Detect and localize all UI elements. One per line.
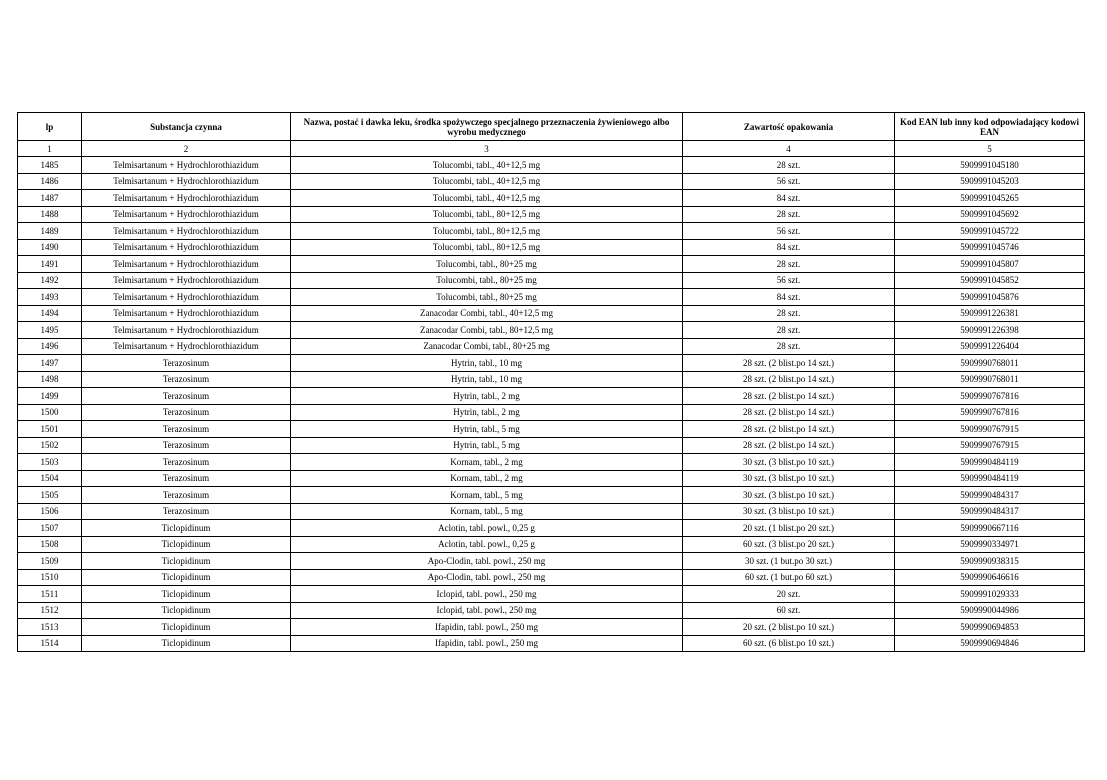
cell-package-content: 20 szt. (2 blist.po 10 szt.) — [683, 619, 895, 636]
cell-ean-code: 5909990767816 — [895, 388, 1085, 405]
table-row — [18, 470, 1085, 487]
cell-lp: 1502 — [18, 437, 82, 454]
cell-lp: 1508 — [18, 536, 82, 553]
cell-ean-code: 5909991029333 — [895, 586, 1085, 603]
cell-lp: 1513 — [18, 619, 82, 636]
cell-ean-code: 5909990767915 — [895, 437, 1085, 454]
cell-active-substance: Terazosinum — [82, 421, 291, 438]
cell-ean-code: 5909991226381 — [895, 305, 1085, 322]
cell-ean-code: 5909990768011 — [895, 371, 1085, 388]
cell-package-content: 28 szt. (2 blist.po 14 szt.) — [683, 421, 895, 438]
cell-ean-code: 5909991226404 — [895, 338, 1085, 355]
cell-active-substance: Telmisartanum + Hydrochlorothiazidum — [82, 173, 291, 190]
cell-product-name: Tolucombi, tabl., 80+12,5 mg — [291, 206, 683, 223]
header-ean-code: Kod EAN lub inny kod odpowiadający kodowi EAN — [895, 113, 1085, 141]
cell-product-name: Hytrin, tabl., 10 mg — [291, 371, 683, 388]
cell-product-name: Apo-Clodin, tabl. powl., 250 mg — [291, 569, 683, 586]
cell-product-name: Tolucombi, tabl., 40+12,5 mg — [291, 173, 683, 190]
cell-ean-code: 5909991045722 — [895, 223, 1085, 240]
cell-product-name: Hytrin, tabl., 5 mg — [291, 421, 683, 438]
cell-package-content: 30 szt. (1 but.po 30 szt.) — [683, 553, 895, 570]
cell-lp: 1487 — [18, 190, 82, 207]
cell-active-substance: Terazosinum — [82, 503, 291, 520]
cell-ean-code: 5909991226398 — [895, 322, 1085, 339]
cell-package-content: 28 szt. — [683, 338, 895, 355]
cell-lp: 1495 — [18, 322, 82, 339]
cell-active-substance: Telmisartanum + Hydrochlorothiazidum — [82, 256, 291, 273]
cell-ean-code: 5909990646616 — [895, 569, 1085, 586]
table-row — [18, 487, 1085, 504]
cell-product-name: Zanacodar Combi, tabl., 80+25 mg — [291, 338, 683, 355]
cell-lp: 1496 — [18, 338, 82, 355]
cell-package-content: 56 szt. — [683, 272, 895, 289]
cell-package-content: 28 szt. (2 blist.po 14 szt.) — [683, 371, 895, 388]
cell-package-content: 30 szt. (3 blist.po 10 szt.) — [683, 503, 895, 520]
cell-package-content: 60 szt. (6 blist.po 10 szt.) — [683, 635, 895, 652]
cell-product-name: Tolucombi, tabl., 40+12,5 mg — [291, 157, 683, 174]
column-number: 5 — [895, 141, 1085, 157]
cell-ean-code: 5909990767816 — [895, 404, 1085, 421]
cell-package-content: 28 szt. (2 blist.po 14 szt.) — [683, 388, 895, 405]
cell-product-name: Hytrin, tabl., 2 mg — [291, 404, 683, 421]
table-row — [18, 272, 1085, 289]
table-row — [18, 355, 1085, 372]
table-row — [18, 454, 1085, 471]
cell-active-substance: Telmisartanum + Hydrochlorothiazidum — [82, 289, 291, 306]
table-row — [18, 239, 1085, 256]
table-row — [18, 322, 1085, 339]
table-row — [18, 206, 1085, 223]
cell-product-name: Kornam, tabl., 2 mg — [291, 454, 683, 471]
cell-lp: 1498 — [18, 371, 82, 388]
cell-product-name: Iclopid, tabl. powl., 250 mg — [291, 602, 683, 619]
cell-package-content: 28 szt. (2 blist.po 14 szt.) — [683, 437, 895, 454]
cell-ean-code: 5909990334971 — [895, 536, 1085, 553]
cell-package-content: 20 szt. — [683, 586, 895, 603]
column-number: 2 — [82, 141, 291, 157]
cell-product-name: Iclopid, tabl. powl., 250 mg — [291, 586, 683, 603]
table-row — [18, 536, 1085, 553]
column-number: 4 — [683, 141, 895, 157]
cell-ean-code: 5909990484317 — [895, 487, 1085, 504]
cell-active-substance: Telmisartanum + Hydrochlorothiazidum — [82, 223, 291, 240]
header-row — [18, 113, 1085, 141]
cell-product-name: Hytrin, tabl., 5 mg — [291, 437, 683, 454]
header-active-substance: Substancja czynna — [82, 113, 291, 141]
cell-lp: 1492 — [18, 272, 82, 289]
cell-package-content: 28 szt. — [683, 206, 895, 223]
cell-ean-code: 5909990694853 — [895, 619, 1085, 636]
cell-active-substance: Telmisartanum + Hydrochlorothiazidum — [82, 322, 291, 339]
cell-lp: 1507 — [18, 520, 82, 537]
cell-product-name: Zanacodar Combi, tabl., 40+12,5 mg — [291, 305, 683, 322]
column-number-row — [18, 141, 1085, 157]
cell-package-content: 28 szt. — [683, 305, 895, 322]
cell-package-content: 30 szt. (3 blist.po 10 szt.) — [683, 454, 895, 471]
cell-product-name: Tolucombi, tabl., 80+12,5 mg — [291, 239, 683, 256]
cell-product-name: Tolucombi, tabl., 80+25 mg — [291, 289, 683, 306]
table-body — [18, 157, 1085, 652]
header-package-content: Zawartość opakowania — [683, 113, 895, 141]
cell-package-content: 30 szt. (3 blist.po 10 szt.) — [683, 487, 895, 504]
table-row — [18, 503, 1085, 520]
cell-active-substance: Ticlopidinum — [82, 635, 291, 652]
cell-active-substance: Terazosinum — [82, 404, 291, 421]
cell-package-content: 60 szt. (3 blist.po 20 szt.) — [683, 536, 895, 553]
cell-active-substance: Terazosinum — [82, 487, 291, 504]
cell-product-name: Kornam, tabl., 5 mg — [291, 503, 683, 520]
cell-lp: 1500 — [18, 404, 82, 421]
cell-ean-code: 5909991045807 — [895, 256, 1085, 273]
cell-package-content: 28 szt. — [683, 157, 895, 174]
cell-lp: 1505 — [18, 487, 82, 504]
cell-lp: 1504 — [18, 470, 82, 487]
cell-lp: 1511 — [18, 586, 82, 603]
cell-active-substance: Ticlopidinum — [82, 602, 291, 619]
cell-ean-code: 5909991045203 — [895, 173, 1085, 190]
cell-lp: 1494 — [18, 305, 82, 322]
table-row — [18, 388, 1085, 405]
column-number: 1 — [18, 141, 82, 157]
cell-product-name: Aclotin, tabl. powl., 0,25 g — [291, 520, 683, 537]
cell-ean-code: 5909990484119 — [895, 454, 1085, 471]
cell-ean-code: 5909991045265 — [895, 190, 1085, 207]
cell-active-substance: Telmisartanum + Hydrochlorothiazidum — [82, 206, 291, 223]
cell-package-content: 28 szt. (2 blist.po 14 szt.) — [683, 355, 895, 372]
cell-lp: 1501 — [18, 421, 82, 438]
cell-lp: 1489 — [18, 223, 82, 240]
cell-active-substance: Ticlopidinum — [82, 536, 291, 553]
cell-lp: 1512 — [18, 602, 82, 619]
cell-package-content: 28 szt. (2 blist.po 14 szt.) — [683, 404, 895, 421]
cell-package-content: 28 szt. — [683, 256, 895, 273]
cell-ean-code: 5909990044986 — [895, 602, 1085, 619]
cell-package-content: 84 szt. — [683, 289, 895, 306]
cell-ean-code: 5909990667116 — [895, 520, 1085, 537]
cell-package-content: 20 szt. (1 blist.po 20 szt.) — [683, 520, 895, 537]
header-lp: lp — [18, 113, 82, 141]
table-row — [18, 223, 1085, 240]
table-row — [18, 371, 1085, 388]
cell-lp: 1490 — [18, 239, 82, 256]
cell-lp: 1491 — [18, 256, 82, 273]
cell-package-content: 84 szt. — [683, 239, 895, 256]
cell-lp: 1514 — [18, 635, 82, 652]
table-row — [18, 421, 1085, 438]
cell-product-name: Ifapidin, tabl. powl., 250 mg — [291, 619, 683, 636]
cell-active-substance: Terazosinum — [82, 388, 291, 405]
cell-lp: 1493 — [18, 289, 82, 306]
cell-active-substance: Terazosinum — [82, 371, 291, 388]
table-header — [18, 113, 1085, 157]
table-row — [18, 338, 1085, 355]
cell-package-content: 28 szt. — [683, 322, 895, 339]
table-row — [18, 256, 1085, 273]
cell-active-substance: Telmisartanum + Hydrochlorothiazidum — [82, 272, 291, 289]
cell-ean-code: 5909990767915 — [895, 421, 1085, 438]
table-row — [18, 190, 1085, 207]
cell-ean-code: 5909990484317 — [895, 503, 1085, 520]
cell-product-name: Tolucombi, tabl., 80+25 mg — [291, 256, 683, 273]
cell-product-name: Ifapidin, tabl. powl., 250 mg — [291, 635, 683, 652]
table-row — [18, 586, 1085, 603]
table-row — [18, 635, 1085, 652]
table-row — [18, 619, 1085, 636]
cell-product-name: Apo-Clodin, tabl. powl., 250 mg — [291, 553, 683, 570]
cell-ean-code: 5909991045852 — [895, 272, 1085, 289]
cell-product-name: Aclotin, tabl. powl., 0,25 g — [291, 536, 683, 553]
header-product-name: Nazwa, postać i dawka leku, środka spożywczego specjalnego przeznaczenia żywieniowego albo wyrobu medycznego — [291, 113, 683, 141]
cell-product-name: Zanacodar Combi, tabl., 80+12,5 mg — [291, 322, 683, 339]
cell-product-name: Hytrin, tabl., 10 mg — [291, 355, 683, 372]
cell-package-content: 60 szt. (1 but.po 60 szt.) — [683, 569, 895, 586]
cell-lp: 1485 — [18, 157, 82, 174]
cell-product-name: Tolucombi, tabl., 40+12,5 mg — [291, 190, 683, 207]
table-row — [18, 173, 1085, 190]
cell-package-content: 56 szt. — [683, 223, 895, 240]
cell-active-substance: Terazosinum — [82, 454, 291, 471]
cell-ean-code: 5909990768011 — [895, 355, 1085, 372]
cell-product-name: Tolucombi, tabl., 80+12,5 mg — [291, 223, 683, 240]
cell-active-substance: Telmisartanum + Hydrochlorothiazidum — [82, 239, 291, 256]
column-number: 3 — [291, 141, 683, 157]
cell-package-content: 56 szt. — [683, 173, 895, 190]
table-row — [18, 569, 1085, 586]
cell-ean-code: 5909991045180 — [895, 157, 1085, 174]
cell-ean-code: 5909991045876 — [895, 289, 1085, 306]
cell-ean-code: 5909990694846 — [895, 635, 1085, 652]
cell-active-substance: Telmisartanum + Hydrochlorothiazidum — [82, 157, 291, 174]
cell-active-substance: Ticlopidinum — [82, 619, 291, 636]
cell-lp: 1503 — [18, 454, 82, 471]
cell-product-name: Tolucombi, tabl., 80+25 mg — [291, 272, 683, 289]
cell-package-content: 84 szt. — [683, 190, 895, 207]
cell-lp: 1509 — [18, 553, 82, 570]
table-row — [18, 289, 1085, 306]
cell-active-substance: Telmisartanum + Hydrochlorothiazidum — [82, 305, 291, 322]
cell-lp: 1499 — [18, 388, 82, 405]
cell-active-substance: Terazosinum — [82, 470, 291, 487]
reimbursement-drug-table — [17, 112, 1085, 652]
cell-active-substance: Telmisartanum + Hydrochlorothiazidum — [82, 190, 291, 207]
cell-ean-code: 5909990484119 — [895, 470, 1085, 487]
table-row — [18, 437, 1085, 454]
table-row — [18, 404, 1085, 421]
cell-product-name: Hytrin, tabl., 2 mg — [291, 388, 683, 405]
cell-active-substance: Telmisartanum + Hydrochlorothiazidum — [82, 338, 291, 355]
cell-ean-code: 5909991045692 — [895, 206, 1085, 223]
cell-lp: 1506 — [18, 503, 82, 520]
cell-product-name: Kornam, tabl., 2 mg — [291, 470, 683, 487]
cell-active-substance: Ticlopidinum — [82, 569, 291, 586]
cell-lp: 1510 — [18, 569, 82, 586]
cell-product-name: Kornam, tabl., 5 mg — [291, 487, 683, 504]
table-row — [18, 305, 1085, 322]
cell-lp: 1488 — [18, 206, 82, 223]
cell-active-substance: Ticlopidinum — [82, 553, 291, 570]
cell-active-substance: Terazosinum — [82, 437, 291, 454]
table-row — [18, 520, 1085, 537]
table-row — [18, 157, 1085, 174]
cell-active-substance: Ticlopidinum — [82, 520, 291, 537]
cell-package-content: 30 szt. (3 blist.po 10 szt.) — [683, 470, 895, 487]
table-row — [18, 602, 1085, 619]
cell-package-content: 60 szt. — [683, 602, 895, 619]
cell-lp: 1497 — [18, 355, 82, 372]
cell-lp: 1486 — [18, 173, 82, 190]
table-row — [18, 553, 1085, 570]
cell-active-substance: Terazosinum — [82, 355, 291, 372]
cell-active-substance: Ticlopidinum — [82, 586, 291, 603]
cell-ean-code: 5909990938315 — [895, 553, 1085, 570]
cell-ean-code: 5909991045746 — [895, 239, 1085, 256]
